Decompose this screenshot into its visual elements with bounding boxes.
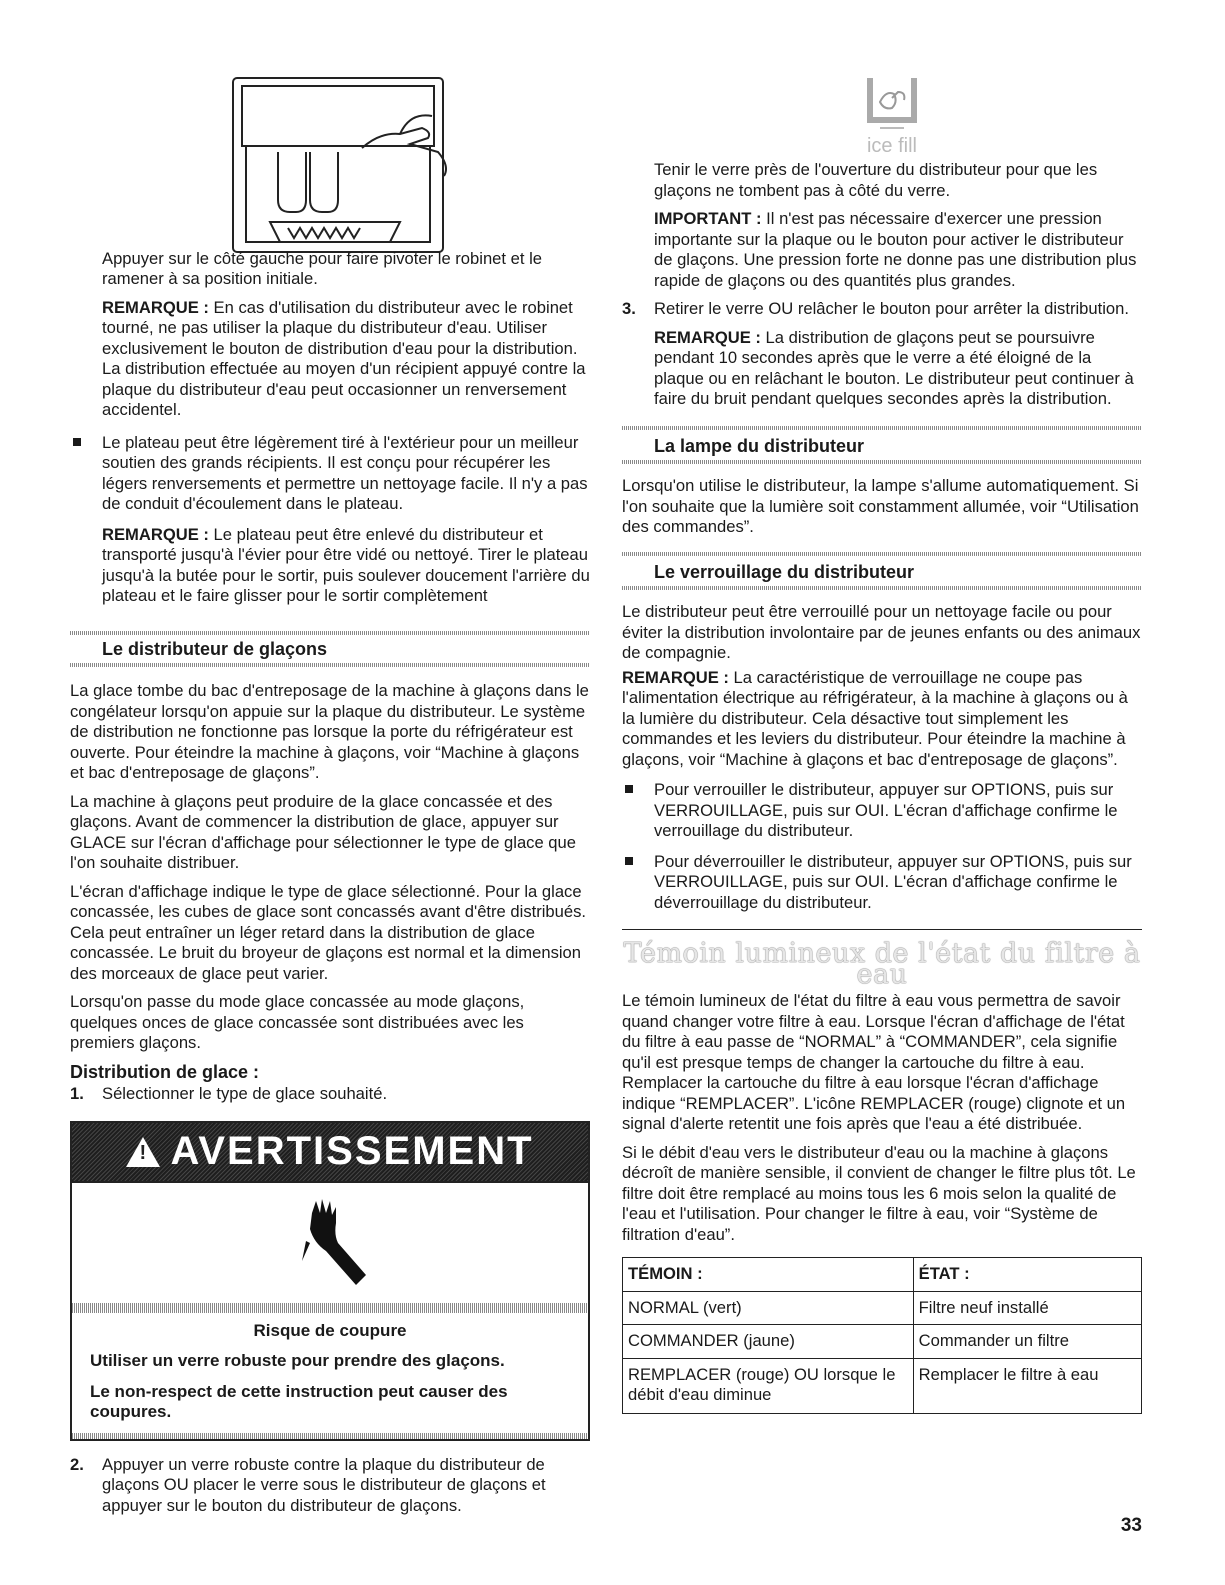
ice-paragraph-3: L'écran d'affichage indique le type de glace sélectionné. Pour la glace concassée, les cubes de glace sont concassés avant d'être distribués. Cela peut entraîner un léger retard dans la distribution de glace concassée. Le bruit du broyeur de glaçons est normal et la dimension des morceaux de glace peut varier. [70, 881, 587, 983]
filter-section-title: Témoin lumineux de l'état du filtre à eau [623, 938, 1141, 990]
step-3-number: 3. [622, 299, 636, 318]
step-1 [70, 1084, 590, 1105]
hand-cut-icon [290, 1193, 370, 1293]
step-2-number: 2. [70, 1454, 84, 1474]
section-divider [622, 586, 1142, 590]
pivot-paragraph: Appuyer sur le côté gauche pour faire pivoter le robinet et le ramener à sa position initiale. [102, 248, 542, 288]
important-note [622, 209, 1142, 291]
bullet-lock: Pour verrouiller le distributeur, appuyer sur OPTIONS, puis sur VERROUILLAGE, puis sur OUI. L'écran d'affichage confirme le verrouillage du distributeur. [622, 780, 1142, 842]
warning-line-3: Le non-respect de cette instruction peut causer des coupures. [90, 1381, 508, 1421]
remark-2-label: REMARQUE : [102, 524, 209, 544]
table-row [623, 1291, 1142, 1325]
warning-line-1: Risque de coupure [253, 1320, 407, 1340]
section-title-lock: Le verrouillage du distributeur [654, 561, 915, 582]
ice-fill-icon-block [642, 72, 1142, 156]
page-number: 33 [1120, 1515, 1142, 1536]
right-column [622, 72, 1142, 1414]
remark-3-text: La distribution de glaçons peut se poursuivre pendant 10 secondes après que le verre a été éloigné de la plaque ou en relâchant le bouton. Le distributeur peut continuer à faire du bruit pendant quelques secondes après la distribution. [654, 327, 1134, 408]
lock-paragraph: Le distributeur peut être verrouillé pour un nettoyage facile ou pour éviter la distribution involontaire par de jeunes enfants ou des animaux de compagnie. [622, 602, 1141, 662]
lamp-paragraph: Lorsqu'on utilise le distributeur, la lampe s'allume automatiquement. Si l'on souhaite que la lumière soit constamment allumée, voir “Utilisation des commandes”. [622, 476, 1139, 536]
bullet-tray: Le plateau peut être légèrement tiré à l'extérieur pour un meilleur soutien des grands récipients. Il est conçu pour récupérer les légers renversements et permettre un nettoyage facile. Il n'y a pas de conduit d'écoulement dans le plateau. [70, 433, 590, 515]
ice-fill-icon [862, 72, 922, 134]
warning-divider [72, 1303, 588, 1313]
remark-1-label: REMARQUE : [102, 297, 209, 317]
step-2-text: Appuyer un verre robuste contre la plaque du distributeur de glaçons OU placer le verre sous le distributeur de glaçons et appuyer sur le bouton du distributeur de glaçons. [102, 1454, 546, 1515]
remark-1 [70, 298, 590, 421]
warning-banner [72, 1123, 588, 1181]
remark-4-text: La caractéristique de verrouillage ne coupe pas l'alimentation électrique au réfrigérateur, à la machine à glaçons ou à la lumière du distributeur. Cela désactive tout simplement les commandes et les leviers du distributeur. Pour éteindre la machine à glaçons, voir “Machine à glaçons et bac d'entreposage de glaçons”. [622, 667, 1128, 769]
left-column [70, 72, 590, 1516]
table-header-row [623, 1258, 1142, 1292]
warning-triangle-icon: ! [126, 1137, 160, 1167]
filter-paragraph-2: Si le débit d'eau vers le distributeur d'eau ou la machine à glaçons décroît de manière sensible, il convient de changer le filtre plus tôt. Le filtre doit être remplacé au moins tous les 6 mois selon la qualité de l'eau et l'utilisation. Pour changer le filtre à eau, voir “Système de filtration d'eau”. [622, 1142, 1136, 1244]
step-2 [70, 1455, 590, 1517]
section-divider [622, 426, 1142, 430]
filter-status-table [622, 1257, 1142, 1414]
section-title-ice-dispenser: Le distributeur de glaçons [102, 638, 328, 659]
step-3 [622, 299, 1142, 320]
important-text: Il n'est pas nécessaire d'exercer une pression importante sur la plaque ou le bouton pour activer le distributeur de glaçons. Une pression forte ne donne pas une distribution plus rapide de glaçons ou des quantités plus grandes. [654, 209, 1137, 290]
warning-box [70, 1121, 590, 1441]
table-header-cell: ÉTAT : [913, 1258, 1141, 1292]
step-3-text: Retirer le verre OU relâcher le bouton pour arrêter la distribution. [654, 299, 1129, 318]
warning-line-2: Utiliser un verre robuste pour prendre des glaçons. [90, 1351, 505, 1370]
remark-4 [622, 668, 1142, 771]
section-divider [622, 552, 1142, 556]
table-cell: Filtre neuf installé [913, 1291, 1141, 1325]
section-divider [70, 663, 590, 667]
table-cell: Remplacer le filtre à eau [913, 1358, 1141, 1413]
remark-3 [622, 328, 1142, 410]
step-1-number: 1. [70, 1084, 84, 1103]
ice-paragraph-1: La glace tombe du bac d'entreposage de la machine à glaçons dans le congélateur lorsqu'on appuie sur la plaque du distributeur. Le système de distribution ne fonctionne pas lorsque la porte du réfrigérateur est ouverte. Pour éteindre la machine à glaçons, voir “Machine à glaçons et bac d'entreposage de glaçons”. [70, 681, 589, 782]
section-title-lamp: La lampe du distributeur [654, 435, 865, 456]
table-row [623, 1325, 1142, 1359]
hold-glass-paragraph: Tenir le verre près de l'ouverture du distributeur pour que les glaçons ne tombent pas à côté du verre. [654, 160, 1098, 200]
important-label: IMPORTANT : [654, 209, 762, 228]
warning-icon-area [72, 1181, 588, 1303]
filter-paragraph-1: Le témoin lumineux de l'état du filtre à eau vous permettra de savoir quand changer votre filtre à eau. Lorsque l'écran d'affichage de l'état du filtre à eau passe de “NORMAL” à “COMMANDER”, cela signifie qu'il est presque temps de changer la cartouche du filtre à eau. Remplacer la cartouche du filtre à eau lorsque l'écran d'affichage indique “REMPLACER”. L'icône REMPLACER (rouge) clignote et un signal d'alerte retentit une fois après que l'eau a été distribuée. [622, 991, 1126, 1133]
ice-paragraph-2: La machine à glaçons peut produire de la glace concassée et des glaçons. Avant de commencer la distribution de glace, appuyer sur GLACE sur l'écran d'affichage pour sélectionner le type de glace que l'on souhaite distribuer. [70, 791, 576, 872]
dispenser-illustration [70, 72, 590, 257]
table-header-cell: TÉMOIN : [623, 1258, 914, 1292]
section-divider [70, 631, 590, 635]
filter-section-rule [622, 929, 1142, 930]
remark-2 [70, 525, 590, 607]
table-cell: Commander un filtre [913, 1325, 1141, 1359]
table-cell: NORMAL (vert) [623, 1291, 914, 1325]
table-cell: COMMANDER (jaune) [623, 1325, 914, 1359]
remark-3-label: REMARQUE : [654, 327, 761, 347]
ice-fill-label: ice fill [866, 134, 917, 157]
remark-1-text: En cas d'utilisation du distributeur avec le robinet tourné, ne pas utiliser la plaque du distributeur d'eau. Utiliser exclusivement le bouton de distribution d'eau pour la distribution. La distribution effectuée au moyen d'un récipient appuyé contre la plaque du distributeur d'eau peut occasionner un renversement accidentel. [102, 297, 586, 419]
table-row [623, 1358, 1142, 1413]
remark-4-label: REMARQUE : [622, 667, 729, 687]
step-1-text: Sélectionner le type de glace souhaité. [102, 1084, 388, 1103]
warning-title: AVERTISSEMENT [170, 1129, 534, 1174]
table-cell: REMPLACER (rouge) OU lorsque le débit d'eau diminue [623, 1358, 914, 1413]
ice-paragraph-4: Lorsqu'on passe du mode glace concassée au mode glaçons, quelques onces de glace concassée sont distribuées avec les premiers glaçons. [70, 992, 525, 1052]
section-divider [622, 460, 1142, 464]
warning-divider [72, 1433, 588, 1439]
bullet-unlock: Pour déverrouiller le distributeur, appuyer sur OPTIONS, puis sur VERROUILLAGE, puis sur OUI. L'écran d'affichage confirme le déverrouillage du distributeur. [622, 852, 1142, 914]
remark-2-text: Le plateau peut être enlevé du distributeur et transporté jusqu'à l'évier pour être vidé ou nettoyé. Tirer le plateau jusqu'à la butée pour le sortir, puis soulever doucement l'arrière du plateau et le faire glisser pour le sortir complètement [102, 524, 590, 605]
distribution-heading: Distribution de glace : [70, 1061, 260, 1082]
